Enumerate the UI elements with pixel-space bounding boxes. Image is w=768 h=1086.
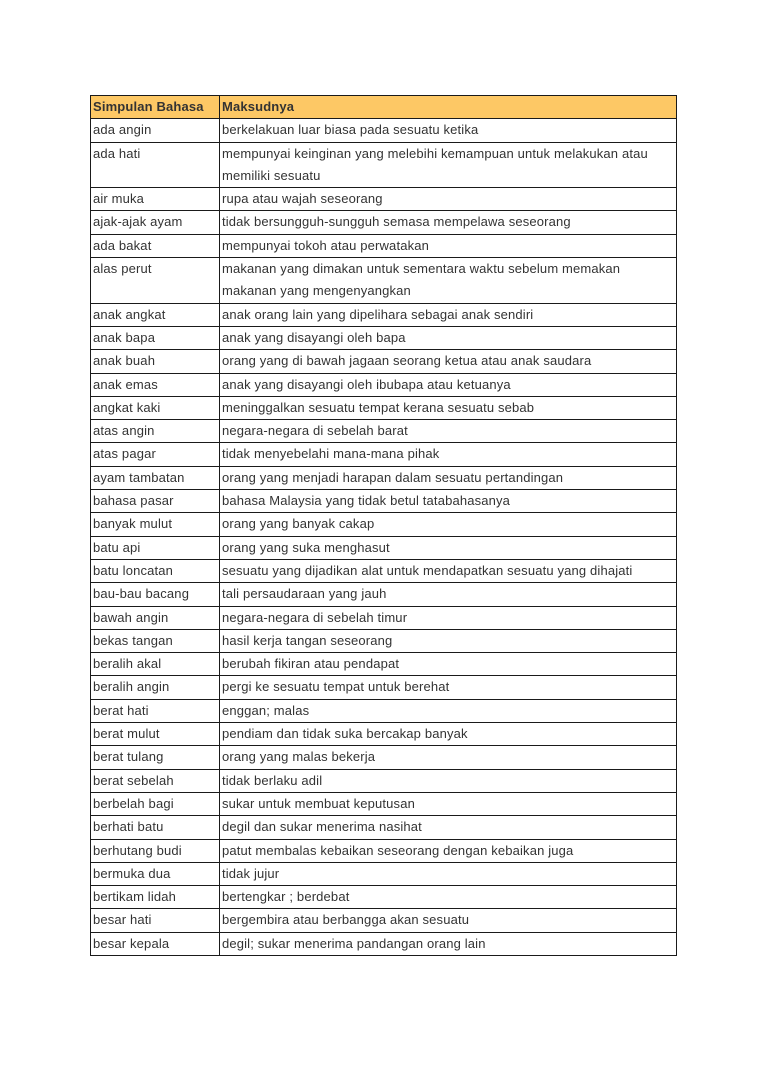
column-header-idiom: Simpulan Bahasa [91, 96, 220, 119]
table-row [91, 303, 677, 326]
table-row [91, 326, 677, 349]
idiom-cell: berbelah bagi [91, 792, 220, 815]
table-row [91, 606, 677, 629]
meaning-cell: mempunyai keinginan yang melebihi kemampuan untuk melakukan atau memiliki sesuatu [220, 142, 677, 188]
idiom-cell: berat mulut [91, 723, 220, 746]
meaning-cell: tidak menyebelahi mana-mana pihak [220, 443, 677, 466]
meaning-cell: pendiam dan tidak suka bercakap banyak [220, 723, 677, 746]
table-row [91, 119, 677, 142]
column-header-meaning: Maksudnya [220, 96, 677, 119]
idiom-cell: atas pagar [91, 443, 220, 466]
meaning-cell: anak orang lain yang dipelihara sebagai anak sendiri [220, 303, 677, 326]
meaning-cell: bahasa Malaysia yang tidak betul tatabahasanya [220, 490, 677, 513]
meaning-cell: negara-negara di sebelah timur [220, 606, 677, 629]
table-row [91, 234, 677, 257]
idiom-cell: besar kepala [91, 932, 220, 955]
meaning-cell: negara-negara di sebelah barat [220, 420, 677, 443]
table-row [91, 769, 677, 792]
meaning-cell: degil; sukar menerima pandangan orang lain [220, 932, 677, 955]
table-row [91, 258, 677, 304]
table-row [91, 443, 677, 466]
idiom-cell: beralih angin [91, 676, 220, 699]
table-row [91, 396, 677, 419]
idiom-cell: berhutang budi [91, 839, 220, 862]
meaning-cell: tali persaudaraan yang jauh [220, 583, 677, 606]
idiom-cell: ajak-ajak ayam [91, 211, 220, 234]
idiom-cell: anak buah [91, 350, 220, 373]
table-row [91, 932, 677, 955]
meaning-cell: bertengkar ; berdebat [220, 886, 677, 909]
idiom-cell: angkat kaki [91, 396, 220, 419]
idiom-cell: anak angkat [91, 303, 220, 326]
table-row [91, 420, 677, 443]
meaning-cell: bergembira atau berbangga akan sesuatu [220, 909, 677, 932]
idiom-cell: anak bapa [91, 326, 220, 349]
meaning-cell: orang yang suka menghasut [220, 536, 677, 559]
idiom-cell: berat tulang [91, 746, 220, 769]
table-row [91, 559, 677, 582]
meaning-cell: mempunyai tokoh atau perwatakan [220, 234, 677, 257]
idiom-cell: bertikam lidah [91, 886, 220, 909]
table-row [91, 699, 677, 722]
idiom-cell: banyak mulut [91, 513, 220, 536]
idiom-cell: ada hati [91, 142, 220, 188]
meaning-cell: sesuatu yang dijadikan alat untuk mendapatkan sesuatu yang dihajati [220, 559, 677, 582]
idiom-table [90, 95, 677, 956]
meaning-cell: orang yang malas bekerja [220, 746, 677, 769]
idiom-cell: batu loncatan [91, 559, 220, 582]
meaning-cell: makanan yang dimakan untuk sementara waktu sebelum memakan makanan yang mengenyangkan [220, 258, 677, 304]
meaning-cell: tidak jujur [220, 862, 677, 885]
table-row [91, 583, 677, 606]
idiom-cell: bawah angin [91, 606, 220, 629]
table-row [91, 909, 677, 932]
table-row [91, 373, 677, 396]
meaning-cell: pergi ke sesuatu tempat untuk berehat [220, 676, 677, 699]
meaning-cell: orang yang di bawah jagaan seorang ketua atau anak saudara [220, 350, 677, 373]
table-row [91, 886, 677, 909]
meaning-cell: orang yang banyak cakap [220, 513, 677, 536]
table-row [91, 746, 677, 769]
idiom-cell: berat sebelah [91, 769, 220, 792]
table-row [91, 211, 677, 234]
table-row [91, 188, 677, 211]
table-row [91, 513, 677, 536]
meaning-cell: tidak berlaku adil [220, 769, 677, 792]
idiom-cell: beralih akal [91, 653, 220, 676]
table-row [91, 490, 677, 513]
idiom-cell: bekas tangan [91, 629, 220, 652]
idiom-cell: air muka [91, 188, 220, 211]
meaning-cell: sukar untuk membuat keputusan [220, 792, 677, 815]
meaning-cell: orang yang menjadi harapan dalam sesuatu pertandingan [220, 466, 677, 489]
table-row [91, 350, 677, 373]
table-row [91, 816, 677, 839]
meaning-cell: anak yang disayangi oleh bapa [220, 326, 677, 349]
table-row [91, 536, 677, 559]
meaning-cell: berubah fikiran atau pendapat [220, 653, 677, 676]
meaning-cell: rupa atau wajah seseorang [220, 188, 677, 211]
table-body [91, 119, 677, 956]
idiom-cell: alas perut [91, 258, 220, 304]
idiom-cell: bahasa pasar [91, 490, 220, 513]
table-row [91, 466, 677, 489]
meaning-cell: degil dan sukar menerima nasihat [220, 816, 677, 839]
table-row [91, 653, 677, 676]
table-row [91, 862, 677, 885]
idiom-cell: atas angin [91, 420, 220, 443]
meaning-cell: tidak bersungguh-sungguh semasa mempelawa seseorang [220, 211, 677, 234]
idiom-cell: bau-bau bacang [91, 583, 220, 606]
idiom-cell: ada angin [91, 119, 220, 142]
table-row [91, 792, 677, 815]
meaning-cell: berkelakuan luar biasa pada sesuatu ketika [220, 119, 677, 142]
idiom-cell: anak emas [91, 373, 220, 396]
meaning-cell: patut membalas kebaikan seseorang dengan kebaikan juga [220, 839, 677, 862]
table-row [91, 723, 677, 746]
table-row [91, 629, 677, 652]
meaning-cell: meninggalkan sesuatu tempat kerana sesuatu sebab [220, 396, 677, 419]
idiom-cell: berat hati [91, 699, 220, 722]
idiom-cell: bermuka dua [91, 862, 220, 885]
table-row [91, 142, 677, 188]
table-row [91, 839, 677, 862]
idiom-cell: ada bakat [91, 234, 220, 257]
idiom-cell: batu api [91, 536, 220, 559]
idiom-cell: besar hati [91, 909, 220, 932]
meaning-cell: hasil kerja tangan seseorang [220, 629, 677, 652]
idiom-cell: ayam tambatan [91, 466, 220, 489]
meaning-cell: anak yang disayangi oleh ibubapa atau ketuanya [220, 373, 677, 396]
table-header-row [91, 96, 677, 119]
table-row [91, 676, 677, 699]
meaning-cell: enggan; malas [220, 699, 677, 722]
idiom-cell: berhati batu [91, 816, 220, 839]
